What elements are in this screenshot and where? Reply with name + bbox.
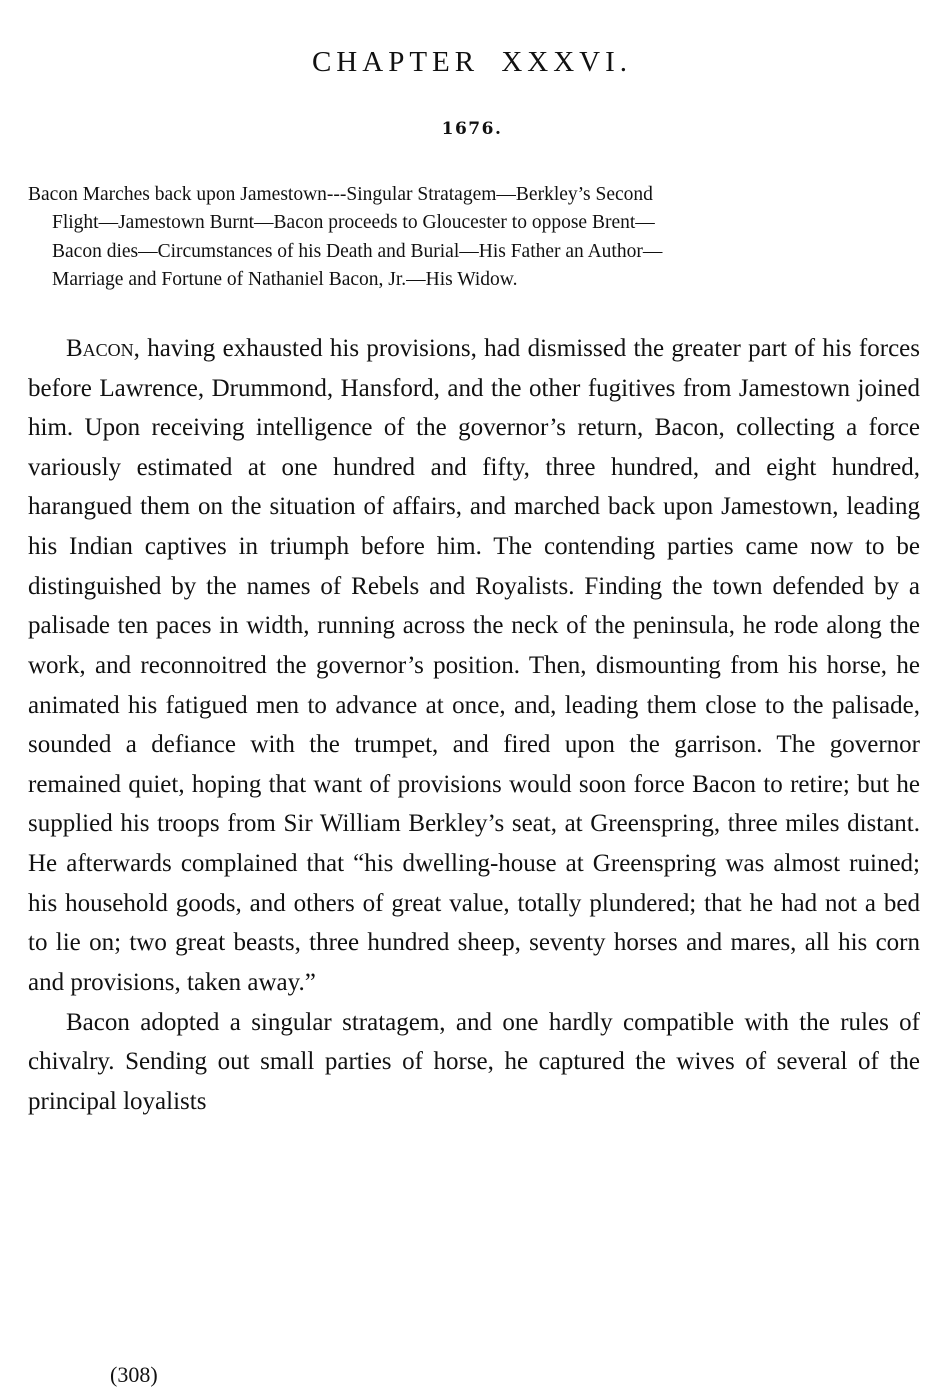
chapter-year: 1676. xyxy=(441,119,503,139)
body-text xyxy=(22,329,922,1122)
paragraph-2: Bacon adopted a singular stratagem, and one hardly compatible with the rules of chivalry. Sending out small parties of horse, he captured the wives of several of the principal loyalists xyxy=(28,1008,920,1115)
page-number: (308) xyxy=(110,1362,158,1387)
page-title: CHAPTER XXXVI. xyxy=(311,46,633,78)
synopsis-line-4: Marriage and Fortune of Nathaniel Bacon, Jr.—His Widow. xyxy=(52,269,518,291)
paragraph-1 xyxy=(28,329,920,1003)
synopsis-line-3: Bacon dies—Circumstances of his Death and Burial—His Father an Author— xyxy=(52,240,663,262)
paragraph-1-text: having exhausted his provisions, had dismissed the greater part of his forces before Lawrence, Drummond, Hansford, and the other fugitives from Jamestown joined him. Upon receiving intelligence of the governor’s return, Bacon, collecting a force variously estimated at one hundred and fifty, three hundred, and eight hundred, harangued them on the situation of affairs, and marched back upon Jamestown, leading his Indian captives in triumph before him. The contending parties came now to be distinguished by the names of Rebels and Royalists. Finding the town defended by a palisade ten paces in width, running across the neck of the peninsula, he rode along the work, and reconnoitred the governor’s position. Then, dismounting from his horse, he animated his fatigued men to advance at once, and, leading them close to the palisade, sounded a defiance with the trumpet, and fired upon the garrison. The governor remained quiet, hoping that want of provisions would soon force Bacon to retire; but he supplied his troops from Sir William Berkley’s seat, at Greenspring, three miles distant. He afterwards complained that “his dwelling-house at Greenspring was almost ruined; his household goods, and others of great value, totally plundered; that he had not a bed to lie on; two great beasts, three hundred sheep, seventy horses and mares, all his corn and provisions, taken away.” xyxy=(28,334,920,996)
synopsis-line-2: Flight—Jamestown Burnt—Bacon proceeds to Gloucester to oppose Brent— xyxy=(52,212,655,234)
synopsis-line-1: Bacon Marches back upon Jamestown---Singular Stratagem—Berkley’s Second xyxy=(28,184,653,205)
paragraph-1-dropcap: Bacon, xyxy=(66,334,140,362)
chapter-synopsis xyxy=(22,181,922,295)
